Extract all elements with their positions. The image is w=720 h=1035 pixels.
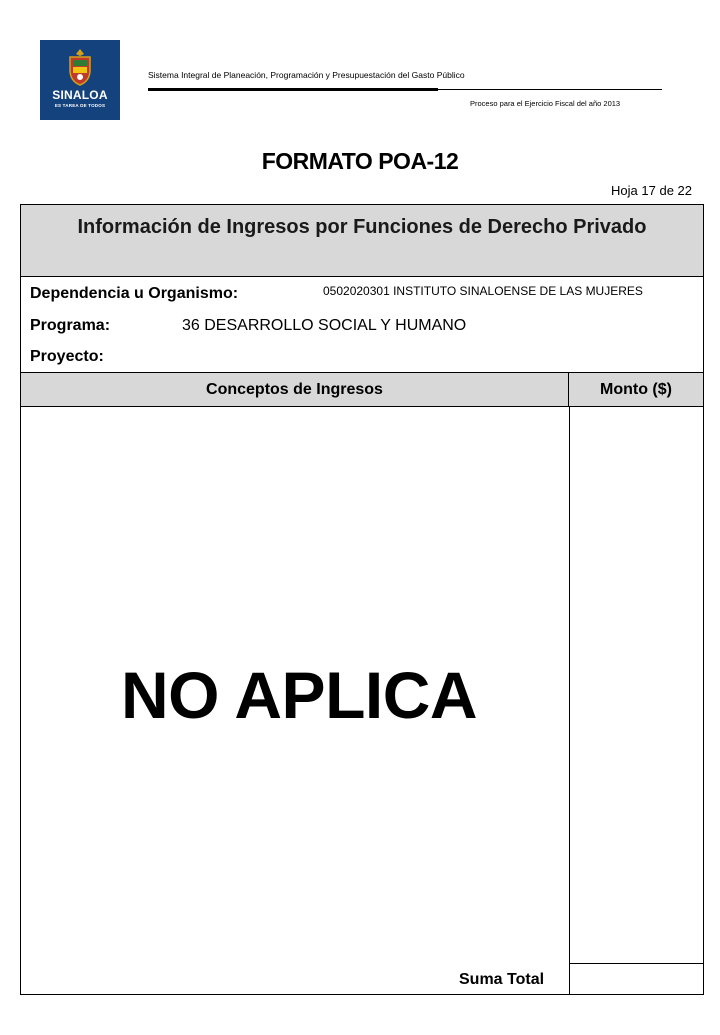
coat-of-arms-icon	[65, 48, 95, 86]
total-label: Suma Total	[459, 971, 545, 988]
sheet-number: Hoja 17 de 22	[611, 183, 692, 198]
no-aplica-text: NO APLICA	[121, 658, 478, 732]
column-divider	[569, 407, 570, 994]
form-sheet	[20, 204, 704, 995]
system-title: Sistema Integral de Planeación, Programación y Presupuestación del Gasto Público	[148, 70, 465, 80]
proyecto-label: Proyecto:	[30, 348, 104, 365]
section-title: Información de Ingresos por Funciones de Derecho Privado	[21, 205, 703, 277]
total-divider	[569, 963, 703, 964]
programa-value: 36 DESARROLLO SOCIAL Y HUMANO	[182, 317, 467, 334]
dependencia-value: 0502020301 INSTITUTO SINALOENSE DE LAS MUJERES	[323, 284, 643, 298]
process-text: Proceso para el Ejercicio Fiscal del año 2013	[470, 99, 621, 108]
programa-label: Programa:	[30, 317, 111, 334]
logo-name: SINALOA	[52, 88, 108, 102]
form-title: FORMATO POA-12	[261, 148, 459, 174]
sinaloa-logo	[40, 40, 120, 120]
dependencia-label: Dependencia u Organismo:	[30, 285, 239, 302]
header-divider-thick	[148, 88, 438, 91]
concepts-column-header: Conceptos de Ingresos	[21, 373, 569, 406]
logo-tagline: ES TAREA DE TODOS	[54, 103, 106, 108]
amount-column-header: Monto ($)	[600, 381, 672, 398]
table-header	[21, 372, 703, 407]
